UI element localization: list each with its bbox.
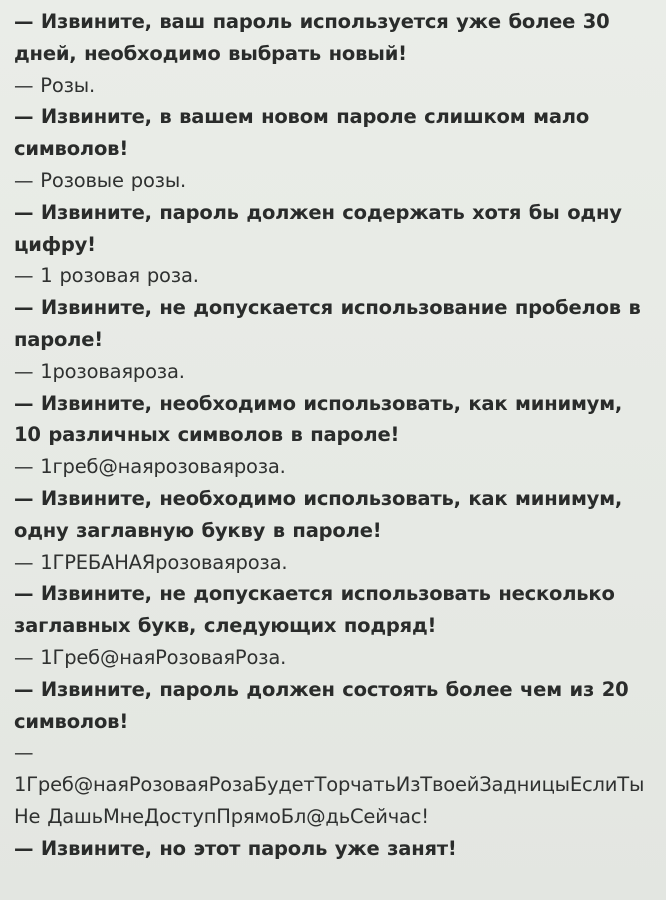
dialogue-line-user: — 1ГРЕБАНАЯрозоваяроза. xyxy=(14,550,288,574)
dialogue-line-user: — Розовые розы. xyxy=(14,168,187,192)
dialogue-line-support: — Извините, пароль должен содержать хотя бы одну цифру! xyxy=(14,200,622,256)
dialogue-line-user: — 1 розовая роза. xyxy=(14,264,199,288)
dialogue-line-support: — Извините, ваш пароль используется уже более 30 дней, необходимо выбрать новый! xyxy=(14,10,610,65)
dialogue-line-user: — Розы. xyxy=(14,73,95,97)
dialogue-line-user: — 1греб@наярозоваяроза. xyxy=(14,455,286,479)
dialogue-line-support: — Извините, но этот пароль уже занят! xyxy=(14,836,457,860)
dialogue-line-support: — Извините, пароль должен состоять более чем из 20 символов! xyxy=(14,677,629,733)
dialogue xyxy=(14,6,656,865)
dialogue-line-support: — Извините, необходимо использовать, как минимум, одну заглавную букву в пароле! xyxy=(14,486,623,542)
dialogue-line-user: — 1Греб@наяРозоваяРоза. xyxy=(14,645,287,669)
dialogue-line-support: — Извините, не допускается использовать несколько заглавных букв, следующих подряд! xyxy=(14,582,615,638)
dialogue-line-support: — Извините, в вашем новом пароле слишком мало символов! xyxy=(14,105,590,161)
dialogue-line-support: — Извините, необходимо использовать, как минимум, 10 различных символов в пароле! xyxy=(14,391,623,447)
dialogue-line-support: — Извините, не допускается использование пробелов в пароле! xyxy=(14,296,641,351)
dialogue-line-user: — 1Греб@наяРозоваяРозаБудетТорчатьИзТвоейЗадницыЕслиТыНе ДашьМнеДоступПрямоБл@дьСейчас! xyxy=(14,741,645,828)
dialogue-line-user: — 1розоваяроза. xyxy=(14,359,185,383)
